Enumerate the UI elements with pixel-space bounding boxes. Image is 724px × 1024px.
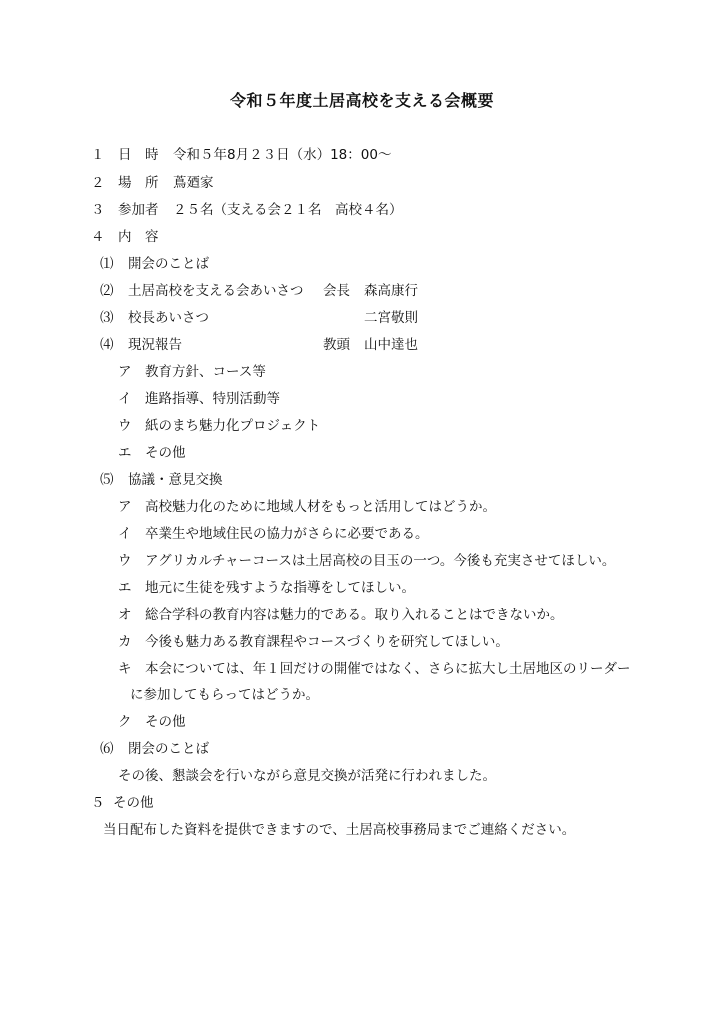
other-note-text: 当日配布した資料を提供できますので、土居高校事務局までご連絡ください。 (103, 822, 576, 838)
list-item-text: 卒業生や地域住民の協力がさらに必要である。 (145, 526, 429, 542)
speaker-name: 森高康行 (364, 283, 418, 299)
document-title: 令和５年度土居高校を支える会概要 (229, 91, 494, 110)
section-label: その他 (113, 795, 154, 811)
section-number: １ (91, 147, 105, 163)
section-number: ４ (91, 229, 105, 245)
list-item-mark: ア (118, 364, 132, 380)
program-label: 現況報告 (128, 337, 182, 353)
program-number: ⑸ (100, 472, 114, 488)
list-item-text: 教育方針、コース等 (145, 364, 266, 380)
list-item-mark: エ (118, 445, 132, 461)
speaker-role: 教頭 (323, 337, 350, 353)
list-item-text: に参加してもらってはどうか。 (130, 687, 319, 703)
section-value: ２５名（支える会２１名 高校４名） (173, 202, 403, 218)
program-label: 協議・意見交換 (128, 472, 223, 488)
section-label: 内 容 (118, 229, 159, 245)
list-item-mark: イ (118, 526, 132, 542)
list-item-mark: ク (118, 714, 132, 730)
program-label: 開会のことば (128, 256, 209, 272)
list-item-text: 総合学科の教育内容は魅力的である。取り入れることはできないか。 (145, 607, 564, 623)
list-item-mark: ア (118, 499, 132, 515)
list-item-mark: エ (118, 580, 132, 596)
list-item-text: 紙のまち魅力化プロジェクト (145, 418, 321, 434)
program-number: ⑷ (100, 337, 114, 353)
closing-note-text: その後、懇談会を行いながら意見交換が活発に行われました。 (118, 768, 496, 784)
program-number: ⑶ (100, 310, 114, 326)
section-value: 令和５年8月２３日（水）18：00～ (173, 147, 392, 163)
list-item-text: 地元に生徒を残すような指導をしてほしい。 (145, 580, 415, 596)
list-item-mark: ウ (118, 418, 132, 434)
list-item-text: 高校魅力化のために地域人材をもっと活用してはどうか。 (145, 499, 496, 515)
program-label: 閉会のことば (128, 741, 209, 757)
speaker-name: 二宮敬則 (364, 310, 418, 326)
program-number: ⑵ (100, 283, 114, 299)
section-number: ２ (91, 175, 105, 191)
program-number: ⑴ (100, 256, 114, 272)
list-item-mark: キ (118, 661, 132, 677)
section-number: ５ (91, 795, 105, 811)
list-item-mark: ウ (118, 553, 132, 569)
list-item-text: 今後も魅力ある教育課程やコースづくりを研究してほしい。 (145, 634, 509, 650)
section-label: 日 時 (118, 147, 159, 163)
list-item-text: 本会については、年１回だけの開催ではなく、さらに拡大し土居地区のリーダー (145, 661, 631, 677)
list-item-text: 進路指導、特別活動等 (145, 391, 280, 407)
section-number: ３ (91, 202, 105, 218)
list-item-text: アグリカルチャーコースは土居高校の目玉の一つ。今後も充実させてほしい。 (145, 553, 616, 569)
list-item-text: その他 (145, 714, 186, 730)
speaker-role: 会長 (323, 283, 350, 299)
list-item-text: その他 (145, 445, 186, 461)
list-item-mark: オ (118, 607, 132, 623)
program-label: 校長あいさつ (128, 310, 209, 326)
section-label: 参加者 (118, 202, 159, 218)
program-label: 土居高校を支える会あいさつ (128, 283, 304, 299)
section-label: 場 所 (118, 175, 159, 191)
program-number: ⑹ (100, 741, 114, 757)
list-item-mark: カ (118, 634, 132, 650)
section-value: 蔦廼家 (173, 175, 214, 191)
list-item-mark: イ (118, 391, 132, 407)
speaker-name: 山中達也 (364, 337, 418, 353)
